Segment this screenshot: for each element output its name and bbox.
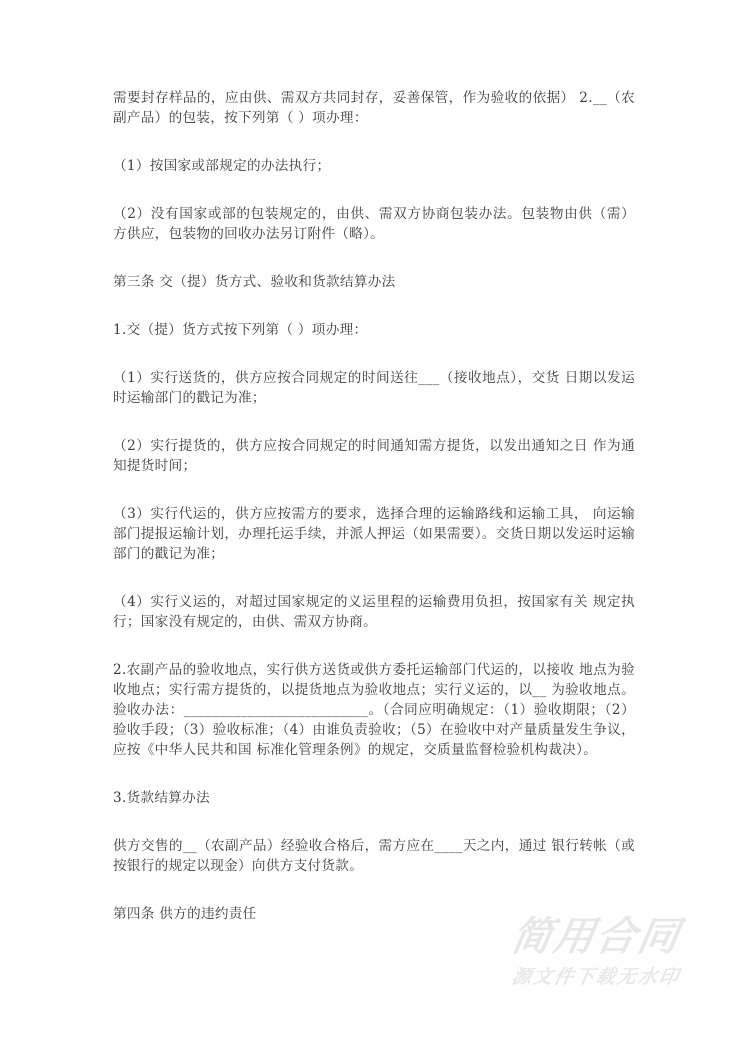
paragraph-packaging-option-2: （2）没有国家或部的包装规定的，由供、需双方协商包装办法。包装物由供（需）方供应，包装物的回收办法另订附件（略）。 xyxy=(113,206,635,242)
paragraph-payment-terms: 供方交售的__（农副产品）经验收合格后，需方应在____天之内，通过 银行转帐（或按银行的规定以现金）向供方支付货款。 xyxy=(113,838,635,874)
watermark xyxy=(507,914,702,992)
section-heading-article-4: 第四条 供方的违约责任 xyxy=(113,906,257,922)
watermark-title: 简用合同 xyxy=(507,914,685,960)
paragraph-packaging-option-1: （1）按国家或部规定的办法执行； xyxy=(113,158,331,174)
paragraph-delivery-option-1: （1）实行送货的，供方应按合同规定的时间送往___（接收地点），交货 日期以发运时运输部门的戳记为准； xyxy=(113,370,635,406)
paragraph-delivery-option-3: （3）实行代运的，供方应按需方的要求，选择合理的运输路线和运输工具， 向运输部门提报运输计划，办理托运手续，并派人押运（如果需要）。交货日期以发运时运输部门的戳记为准； xyxy=(113,506,635,562)
paragraph-acceptance-location: 2.农副产品的验收地点，实行供方送货或供方委托运输部门代运的，以接收 地点为验收地点；实行需方提货的，以提货地点为验收地点；实行义运的，以__ 为验收地点。验收办法：__________________________。（合同应明确规定：（1）验收期限；（2）验收手段；（3）验收标准；（4）由谁负责验收；（5）在验收中对产量质量发生争议，应按《中华人民共和国 标准化管理条例》的规定，交质量监督检验机构裁决）。 xyxy=(113,662,635,758)
section-heading-article-3: 第三条 交（提）货方式、验收和货款结算办法 xyxy=(113,274,396,290)
paragraph-sample-sealing-packaging: 需要封存样品的，应由供、需双方共同封存，妥善保管，作为验收的依据） 2.__（农副产品）的包装，按下列第（ ）项办理： xyxy=(113,90,635,126)
subheading-delivery-method: 1.交（提）货方式按下列第（ ）项办理： xyxy=(113,322,368,338)
watermark-subtitle: 源文件下载无水印 xyxy=(510,966,682,988)
paragraph-delivery-option-4: （4）实行义运的，对超过国家规定的义运里程的运输费用负担，按国家有关 规定执行；国家没有规定的，由供、需双方协商。 xyxy=(113,594,635,630)
subheading-payment-settlement: 3.货款结算办法 xyxy=(113,790,210,806)
paragraph-delivery-option-2: （2）实行提货的，供方应按合同规定的时间通知需方提货，以发出通知之日 作为通知提货时间； xyxy=(113,438,635,474)
document-page xyxy=(113,88,635,924)
